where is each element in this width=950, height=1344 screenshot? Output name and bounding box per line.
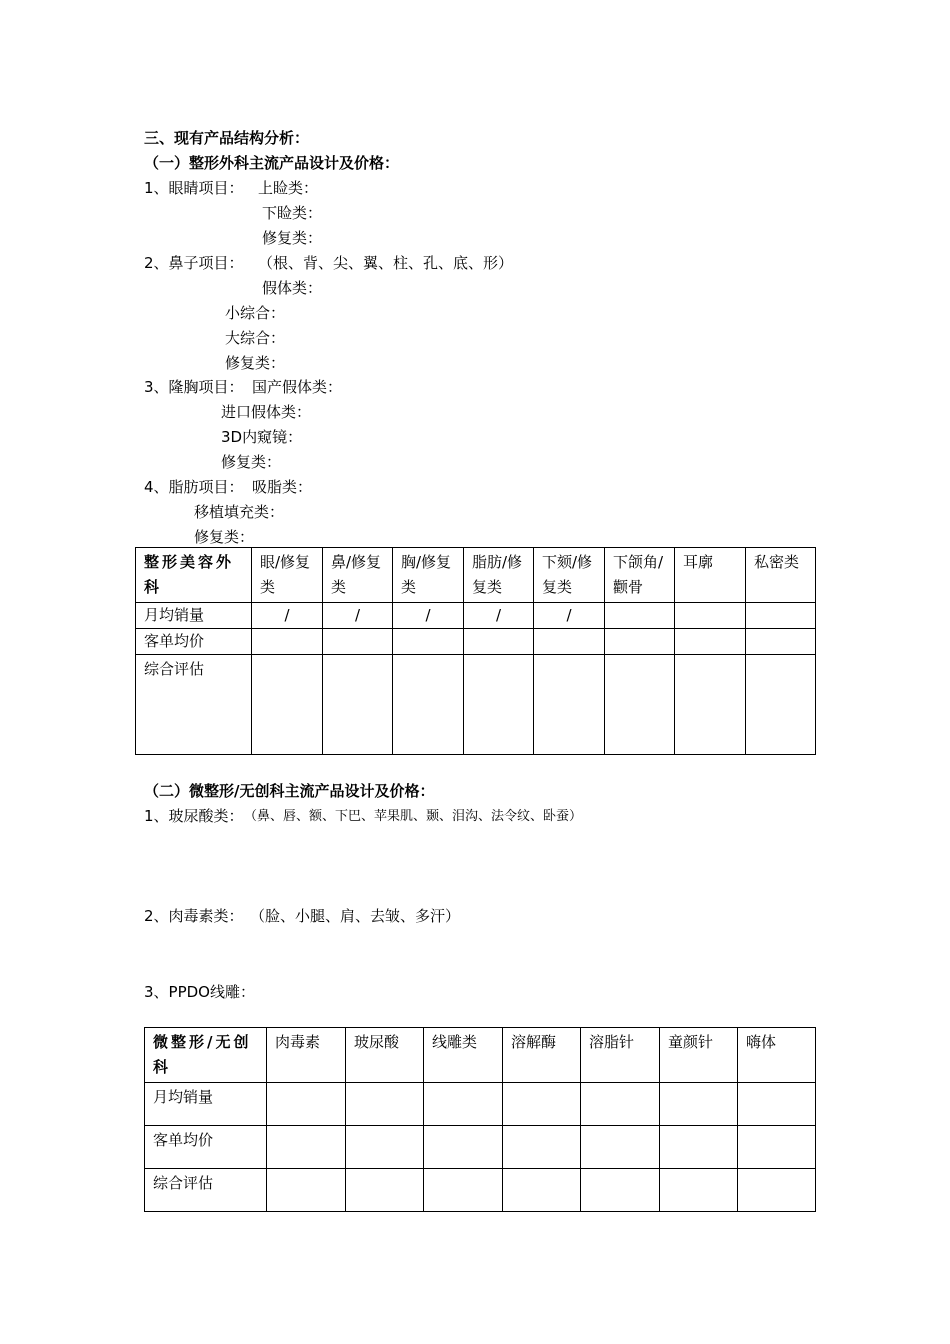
table-cell: [660, 1126, 738, 1169]
table-cell: [746, 603, 816, 629]
table-cell: [424, 1126, 503, 1169]
table-row: [136, 603, 816, 629]
micro-table: [144, 1027, 816, 1212]
table-header-row: [145, 1028, 816, 1083]
fat-item: 修复类：: [194, 528, 255, 546]
table-row: [145, 1083, 816, 1126]
table-header-cell: 肉毒素: [267, 1028, 346, 1083]
table-cell: /: [464, 603, 534, 629]
table-row: [145, 1169, 816, 1212]
table-cell: [503, 1169, 581, 1212]
table-header-cell: 眼/修复类: [252, 548, 323, 603]
nose-item: 小综合：: [225, 304, 286, 322]
eye-label: 1、眼睛项目：: [144, 179, 244, 197]
section-title: 三、现有产品结构分析：: [144, 129, 310, 147]
table-cell: [738, 1083, 816, 1126]
table-header-cell: 私密类: [746, 548, 816, 603]
fat-item: 吸脂类：: [252, 478, 313, 496]
row-label: 月均销量: [145, 1083, 267, 1126]
table-cell: [393, 655, 464, 755]
nose-item: 大综合：: [225, 329, 286, 347]
fat-label: 4、脂肪项目：: [144, 478, 244, 496]
table-cell: [267, 1169, 346, 1212]
table-cell: [605, 655, 675, 755]
row-label: 综合评估: [136, 655, 252, 755]
nose-item: 修复类：: [225, 354, 286, 372]
table-cell: [660, 1169, 738, 1212]
table-header-row: [136, 548, 816, 603]
fat-item: 移植填充类：: [194, 503, 285, 521]
table-cell: [746, 655, 816, 755]
breast-label: 3、隆胸项目：: [144, 378, 244, 396]
table-cell: [464, 629, 534, 655]
table-cell: [323, 655, 393, 755]
table-cell: [503, 1083, 581, 1126]
subsection-title-micro: （二）微整形/无创科主流产品设计及价格：: [144, 782, 435, 800]
table-cell: [267, 1126, 346, 1169]
row-label: 综合评估: [145, 1169, 267, 1212]
table-header-cell: 整形美容外科: [136, 548, 252, 603]
table-cell: [346, 1126, 424, 1169]
table-cell: /: [252, 603, 323, 629]
table-header-cell: 溶脂针: [581, 1028, 660, 1083]
botox-note: （脸、小腿、肩、去皱、多汗）: [250, 907, 461, 925]
table-cell: [424, 1169, 503, 1212]
table-cell: [675, 603, 746, 629]
breast-item: 修复类：: [221, 453, 282, 471]
table-cell: [252, 655, 323, 755]
surgery-table: [135, 547, 816, 755]
table-cell: [675, 655, 746, 755]
table-cell: [738, 1126, 816, 1169]
table-cell: [605, 629, 675, 655]
table-cell: [346, 1083, 424, 1126]
table-cell: [252, 629, 323, 655]
table-cell: /: [534, 603, 605, 629]
row-label: 客单均价: [136, 629, 252, 655]
table-header-cell: 微整形/无创科: [145, 1028, 267, 1083]
table-cell: [393, 629, 464, 655]
table-cell: [424, 1083, 503, 1126]
subsection-title-surgery: （一）整形外科主流产品设计及价格：: [144, 154, 400, 172]
row-label: 月均销量: [136, 603, 252, 629]
hyaluronic-label: 1、玻尿酸类：: [144, 807, 244, 825]
table-cell: [581, 1083, 660, 1126]
breast-item: 国产假体类：: [252, 378, 343, 396]
eye-item: 下睑类：: [262, 204, 323, 222]
table-row: [145, 1126, 816, 1169]
table-cell: [581, 1169, 660, 1212]
breast-item: 进口假体类：: [221, 403, 312, 421]
table-header-cell: 胸/修复类: [393, 548, 464, 603]
hyaluronic-note: （鼻、唇、额、下巴、苹果肌、颞、泪沟、法令纹、卧蚕）: [244, 809, 583, 824]
table-cell: [503, 1126, 581, 1169]
table-cell: [534, 629, 605, 655]
table-cell: [323, 629, 393, 655]
table-header-cell: 脂肪/修复类: [464, 548, 534, 603]
table-header-cell: 下颌角/颧骨: [605, 548, 675, 603]
table-cell: /: [323, 603, 393, 629]
eye-item: 修复类：: [262, 229, 323, 247]
table-cell: [738, 1169, 816, 1212]
table-header-cell: 线雕类: [424, 1028, 503, 1083]
nose-note: （根、背、尖、翼、柱、孔、底、形）: [258, 254, 514, 272]
table-cell: [464, 655, 534, 755]
table-cell: [346, 1169, 424, 1212]
table-header-cell: 玻尿酸: [346, 1028, 424, 1083]
row-label: 客单均价: [145, 1126, 267, 1169]
table-header-cell: 嗨体: [738, 1028, 816, 1083]
botox-label: 2、肉毒素类：: [144, 907, 244, 925]
table-cell: [267, 1083, 346, 1126]
table-cell: [746, 629, 816, 655]
table-header-cell: 下颏/修复类: [534, 548, 605, 603]
table-cell: [660, 1083, 738, 1126]
table-cell: [605, 603, 675, 629]
table-header-cell: 鼻/修复类: [323, 548, 393, 603]
nose-item: 假体类：: [262, 279, 323, 297]
table-cell: [581, 1126, 660, 1169]
table-row: [136, 655, 816, 755]
table-cell: [534, 655, 605, 755]
table-cell: [675, 629, 746, 655]
ppdo-label: 3、PPDO线雕：: [144, 983, 255, 1001]
table-header-cell: 耳廓: [675, 548, 746, 603]
table-header-cell: 溶解酶: [503, 1028, 581, 1083]
table-header-cell: 童颜针: [660, 1028, 738, 1083]
nose-label: 2、鼻子项目：: [144, 254, 244, 272]
breast-item: 3D内窥镜：: [221, 428, 303, 446]
table-row: [136, 629, 816, 655]
eye-item: 上睑类：: [258, 179, 319, 197]
table-cell: /: [393, 603, 464, 629]
